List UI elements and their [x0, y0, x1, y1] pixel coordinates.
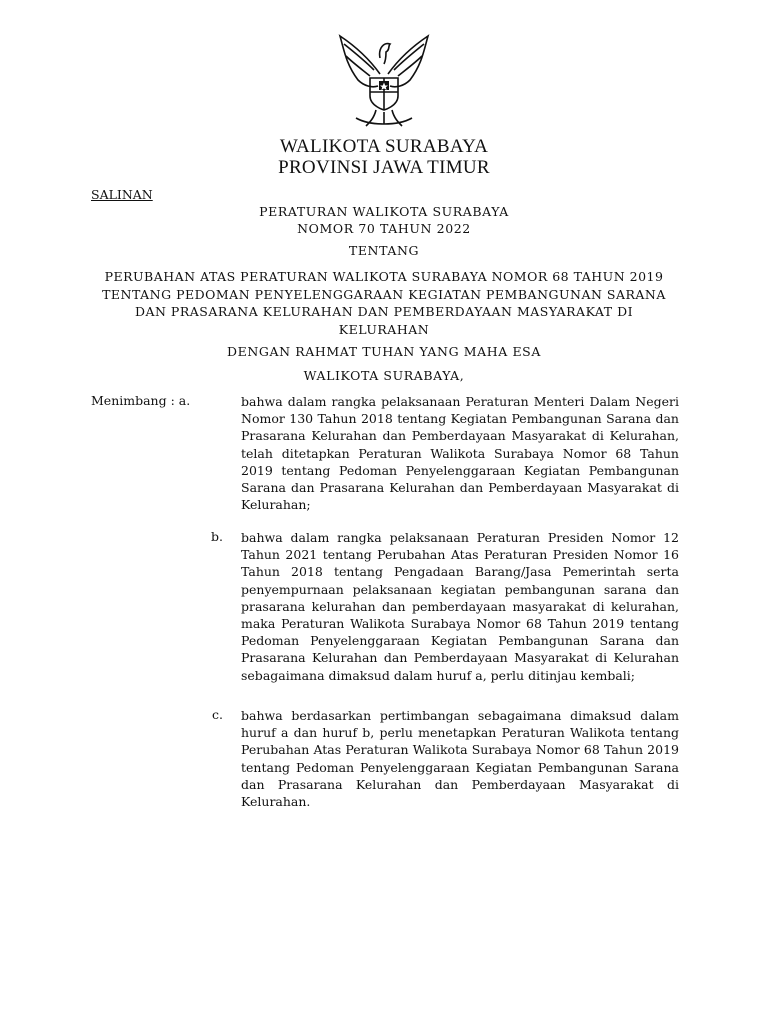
- menimbang-label: Menimbang : a.: [91, 393, 191, 408]
- menimbang-letter-c: c.: [212, 707, 223, 722]
- menimbang-item-a: bahwa dalam rangka pelaksanaan Peraturan Menteri Dalam Negeri Nomor 130 Tahun 2018 tentang Kegiatan Pembangunan Sarana dan Prasarana Kelurahan dan Pemberdayaan Masyarakat di Kelurahan, telah ditetapkan Peraturan Walikota Surabaya Nomor 68 Tahun 2019 tentang Pedoman Penyelenggaraan Kegiatan Pembangunan Sarana dan Prasarana Kelurahan dan Pemberdayaan Masyarakat di Kelurahan;: [241, 394, 679, 513]
- invocation-line: DENGAN RAHMAT TUHAN YANG MAHA ESA: [227, 344, 541, 359]
- tentang-heading: TENTANG: [348, 243, 420, 258]
- menimbang-item-b: bahwa dalam rangka pelaksanaan Peraturan Presiden Nomor 12 Tahun 2021 tentang Perubahan Atas Peraturan Presiden Nomor 16 Tahun 2018 tentang Pengadaan Barang/Jasa Pemerintah serta penyempurnaan pelaksanaan kegiatan pembangunan sarana dan prasarana kelurahan dan pemberdayaan masyarakat di kelurahan, maka Peraturan Walikota Surabaya Nomor 68 Tahun 2019 tentang Pedoman Penyelenggaraan Kegiatan Pembangunan Sarana dan Prasarana Kelurahan dan Pemberdayaan Masyarakat di Kelurahan sebagaimana dimaksud dalam huruf a, perlu ditinjau kembali;: [241, 530, 679, 683]
- regulation-title: PERATURAN WALIKOTA SURABAYA: [259, 204, 509, 219]
- issuer-title: WALIKOTA SURABAYA: [279, 136, 489, 157]
- regulation-subject: PERUBAHAN ATAS PERATURAN WALIKOTA SURABAYA NOMOR 68 TAHUN 2019 TENTANG PEDOMAN PENYELENGGARAAN KEGIATAN PEMBANGUNAN SARANA DAN PRASARANA KELURAHAN DAN PEMBERDAYAAN MASYARAKAT DI KELURAHAN: [102, 269, 666, 337]
- menimbang-item-c: bahwa berdasarkan pertimbangan sebagaimana dimaksud dalam huruf a dan huruf b, perlu menetapkan Peraturan Walikota tentang Perubahan Atas Peraturan Walikota Surabaya Nomor 68 Tahun 2019 tentang Pedoman Penyelenggaraan Kegiatan Pembangunan Sarana dan Prasarana Kelurahan dan Pemberdayaan Masyarakat di Kelurahan.: [241, 708, 679, 810]
- menimbang-letter-b: b.: [211, 529, 223, 544]
- garuda-emblem-icon: [330, 30, 438, 130]
- salinan-label: SALINAN: [91, 187, 153, 202]
- province-title: PROVINSI JAWA TIMUR: [278, 157, 490, 178]
- authority-line: WALIKOTA SURABAYA,: [303, 368, 465, 383]
- regulation-number: NOMOR 70 TAHUN 2022: [297, 221, 471, 236]
